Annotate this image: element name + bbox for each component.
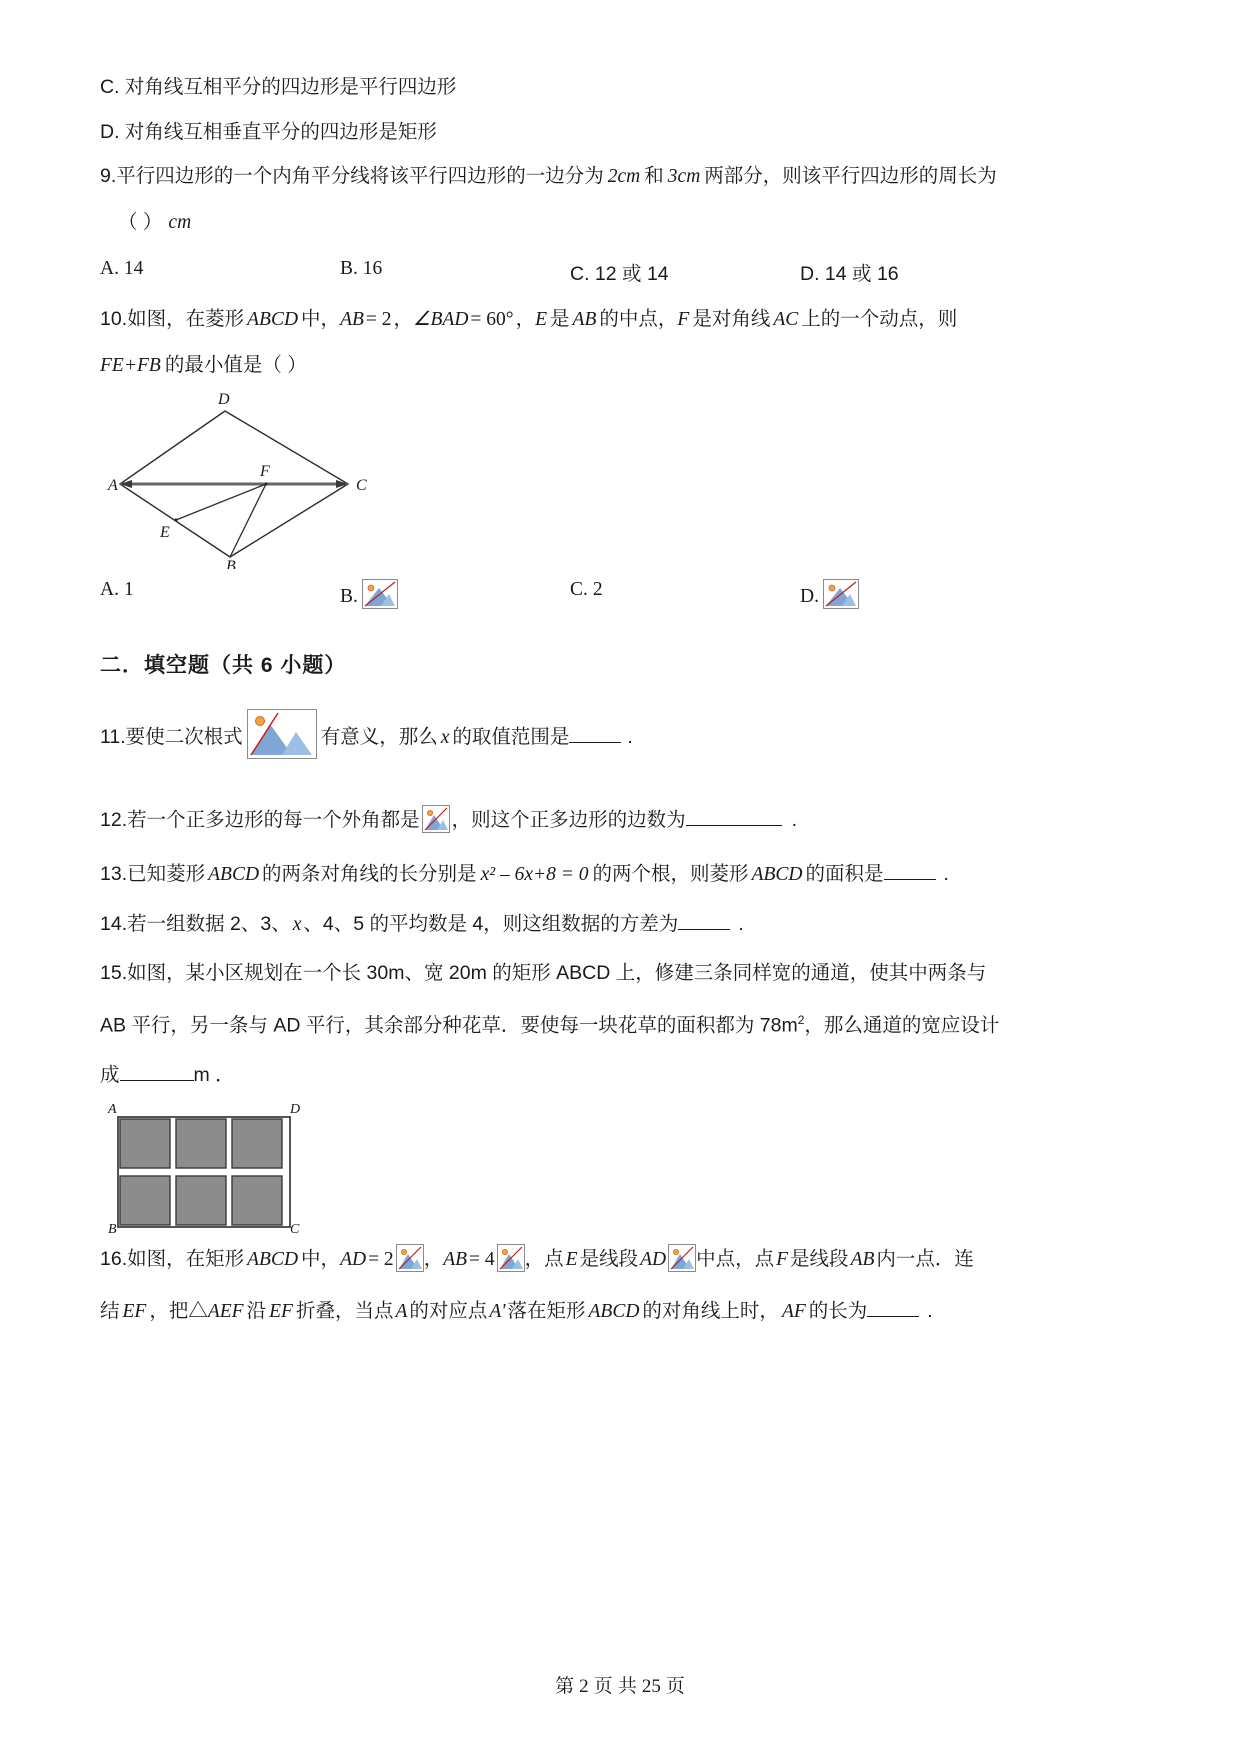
q16-ef: EF [122, 1301, 147, 1322]
q13-answer-blank[interactable] [884, 879, 936, 880]
q10-stem-line1 [100, 310, 1155, 330]
q15-line2 [100, 1014, 1155, 1036]
q13-t5: . [943, 863, 949, 885]
q10-ab-mid: AB [572, 309, 597, 330]
q10-t3: ， [393, 308, 414, 330]
q10-option-b[interactable] [340, 579, 398, 609]
q12-number: 12. [100, 809, 128, 831]
q16-t5: 是线段 [579, 1248, 639, 1270]
q10-option-d-label: D. [800, 586, 819, 607]
q10-t7: 是对角线 [692, 308, 771, 330]
q11-t3: 的取值范围是 [452, 726, 570, 748]
q10-t6: 的中点， [599, 308, 678, 330]
q11-number: 11. [100, 726, 126, 748]
q13-abcd-2: ABCD [751, 864, 803, 885]
figure-label-a: A [108, 477, 118, 494]
q9-number: 9. [100, 165, 117, 187]
footer-mid: 页 共 [593, 1676, 637, 1697]
figure-label-e: E [160, 524, 170, 541]
q10-option-a[interactable] [100, 579, 134, 601]
q11-answer-blank[interactable] [569, 742, 621, 743]
q13-abcd: ABCD [208, 864, 260, 885]
q16-ab: AB [443, 1249, 468, 1270]
q15-t5: m ． [193, 1063, 235, 1086]
q11-t2: 有意义，那么 [320, 726, 438, 748]
broken-image-icon [823, 579, 859, 609]
q10-abcd: ABCD [247, 309, 299, 330]
q10-option-c[interactable] [570, 579, 603, 601]
q9-option-a[interactable]: A. 14 [100, 258, 144, 279]
q16-t1: 如图，在矩形 [127, 1248, 245, 1270]
q10-t2: 中， [301, 308, 341, 330]
broken-image-icon [422, 805, 450, 833]
q12-t2: ，则这个正多边形的边数为 [451, 809, 686, 831]
q16-t17: . [927, 1300, 933, 1322]
q10-stem-line2 [100, 353, 1155, 376]
q10-t9: 的最小值是（ ） [164, 353, 307, 376]
q16-aef: AEF [207, 1301, 244, 1322]
q10-option-a-label: A. [100, 579, 119, 600]
q16-abcd-2: ABCD [588, 1301, 640, 1322]
q11-t1: 要使二次根式 [125, 726, 243, 748]
q16-t13: 的对应点 [409, 1300, 488, 1322]
q10-t1: 如图，在菱形 [127, 308, 245, 330]
figure-label-d: D [218, 391, 230, 408]
q10-e: E [535, 309, 548, 330]
q10-angle: ∠BAD [413, 309, 469, 330]
q16-ad-seg: AD [640, 1249, 667, 1270]
q13-number: 13. [100, 863, 128, 885]
q14-t2: 、4、5 的平均数是 4，则这组数据的方差为 [303, 912, 679, 935]
q9-option-b[interactable]: B. 16 [340, 258, 383, 279]
q12-answer-blank[interactable] [686, 825, 782, 826]
q16-ad: AD [340, 1249, 367, 1270]
q9-unit: cm [168, 211, 192, 233]
broken-image-icon [497, 1244, 525, 1272]
q16-ef-2: EF [269, 1301, 293, 1322]
q10-t5: 是 [550, 308, 570, 330]
q16-f: F [776, 1249, 789, 1270]
footer-total-pages: 25 [641, 1676, 661, 1697]
q16-abcd: ABCD [247, 1249, 299, 1270]
q16-t11: 沿 [246, 1300, 267, 1322]
q9-options [100, 258, 1155, 288]
q13-t3: 的两个根，则菱形 [592, 863, 749, 885]
q11-var: x [440, 727, 450, 748]
q9-value-2: 3cm [667, 166, 701, 187]
q10-ab: AB [340, 309, 364, 330]
q15-figure [100, 1099, 1155, 1234]
q12-t3: . [791, 809, 798, 831]
q15-line1 [100, 964, 1155, 984]
q9-answer-paren: （ ） [118, 210, 163, 233]
rhombus-figure-svg [100, 389, 380, 569]
broken-image-icon [396, 1244, 424, 1272]
q13-t1: 已知菱形 [127, 863, 206, 885]
q16-t15: 的对角线上时， [642, 1300, 779, 1322]
q15-answer-blank[interactable] [120, 1080, 194, 1081]
q9-option-d[interactable]: D. 14 或 16 [800, 263, 899, 285]
q10-option-c-value: 2 [592, 579, 603, 600]
q10-option-b-label: B. [340, 586, 358, 607]
broken-image-icon [668, 1244, 696, 1272]
figure-label-b: B [226, 558, 236, 569]
q14 [100, 912, 1155, 935]
q13-equation: x² – 6x+8 = 0 [480, 864, 589, 885]
q10-figure [100, 389, 1155, 569]
q13 [100, 865, 1155, 885]
q16-t6: 中点，点 [696, 1248, 775, 1270]
q9-option-c[interactable]: C. 12 或 14 [570, 263, 669, 285]
figure-label-b: B [108, 1222, 117, 1234]
q9-stem-part3: 两部分，则该平行四边形的周长为 [704, 165, 997, 187]
q9-stem-part2: 和 [644, 165, 664, 187]
q10-number: 10. [100, 308, 128, 330]
q16-af: AF [781, 1301, 806, 1322]
q16-answer-blank[interactable] [867, 1316, 919, 1317]
q10-t8: 上的一个动点，则 [801, 308, 958, 330]
q9-stem-line2 [100, 210, 1155, 233]
q10-eq60: = 60° [470, 309, 514, 330]
q16-eq4: = 4 [469, 1249, 495, 1270]
page-content [100, 78, 1155, 1322]
rectangle-grid-figure-svg [100, 1099, 315, 1234]
q16-t12: 折叠，当点 [295, 1300, 394, 1322]
footer-page-number: 2 [579, 1676, 589, 1697]
figure-label-d: D [290, 1102, 301, 1117]
footer-prefix: 第 [555, 1676, 575, 1697]
q16-line1 [100, 1244, 1155, 1272]
q15-t2: AB 平行，另一条与 AD 平行，其余部分种花草．要使每一块花草的面积都为 78m [100, 1014, 798, 1036]
page-footer [0, 1671, 1240, 1698]
q10-t4: ， [515, 308, 536, 330]
q11 [100, 709, 1155, 759]
q16-t8: 内一点．连 [876, 1248, 974, 1270]
q16-a-prime: A' [489, 1301, 506, 1322]
q15-t4: 成 [100, 1063, 120, 1086]
q14-var: x [292, 913, 302, 935]
q15-line3 [100, 1063, 1155, 1086]
q9-value-1: 2cm [607, 166, 641, 187]
q12-t1: 若一个正多边形的每一个外角都是 [127, 809, 420, 831]
q16-t7: 是线段 [790, 1248, 849, 1270]
q9-stem-part1: 平行四边形的一个内角平分线将该平行四边形的一边分为 [116, 165, 604, 187]
q10-expression: FE+FB [100, 354, 161, 376]
figure-label-a: A [108, 1102, 117, 1117]
q10-option-c-label: C. [570, 579, 588, 600]
q8-option-c: C. 对角线互相平分的四边形是平行四边形 [100, 76, 457, 98]
q16-e: E [565, 1249, 578, 1270]
q14-number: 14. [100, 912, 128, 935]
q14-answer-blank[interactable] [678, 929, 730, 930]
q12 [100, 805, 1155, 833]
q16-line2 [100, 1302, 1155, 1322]
q16-t16: 的长为 [808, 1300, 868, 1322]
q9-stem-line1 [100, 167, 1155, 187]
figure-label-f: F [260, 463, 270, 480]
q16-ab-seg: AB [850, 1249, 875, 1270]
q10-f: F [677, 309, 690, 330]
broken-image-icon [247, 709, 317, 759]
q16-t3: ， [423, 1248, 444, 1270]
q16-t4: ，点 [524, 1248, 564, 1270]
q10-option-d[interactable] [800, 579, 859, 609]
q16-t2: 中， [301, 1248, 341, 1270]
q8-option-d: D. 对角线互相垂直平分的四边形是矩形 [100, 120, 437, 143]
q10-ac: AC [773, 309, 799, 330]
q10-option-a-value: 1 [123, 579, 134, 600]
broken-image-icon [362, 579, 398, 609]
figure-label-c: C [290, 1222, 300, 1234]
q15-sup: 2 [797, 1012, 805, 1027]
figure-label-c: C [356, 477, 367, 494]
footer-suffix: 页 [665, 1676, 685, 1697]
q16-t10: ，把△ [149, 1300, 208, 1322]
q13-t4: 的面积是 [805, 863, 884, 885]
q16-a: A [395, 1301, 408, 1322]
q14-t3: . [738, 912, 744, 935]
section-heading-fill-in-blank: 二．填空题（共 6 小题） [100, 654, 347, 677]
q15-number: 15. [100, 962, 128, 984]
q16-t9: 结 [100, 1300, 120, 1322]
q16-number: 16. [100, 1248, 128, 1270]
q14-t1: 若一组数据 2、3、 [127, 912, 291, 935]
q16-eq2: = 2 [368, 1249, 394, 1270]
q15-t1: 如图，某小区规划在一个长 30m、宽 20m 的矩形 ABCD 上，修建三条同样宽的通道，使其中两条与 [127, 962, 987, 984]
q10-options [100, 579, 1155, 613]
q13-t2: 的两条对角线的长分别是 [262, 863, 477, 885]
q10-eq2: = 2 [365, 309, 392, 330]
q11-t4: . [627, 726, 633, 748]
q15-t3: ，那么通道的宽应设计 [804, 1014, 1000, 1036]
q16-t14: 落在矩形 [507, 1300, 586, 1322]
